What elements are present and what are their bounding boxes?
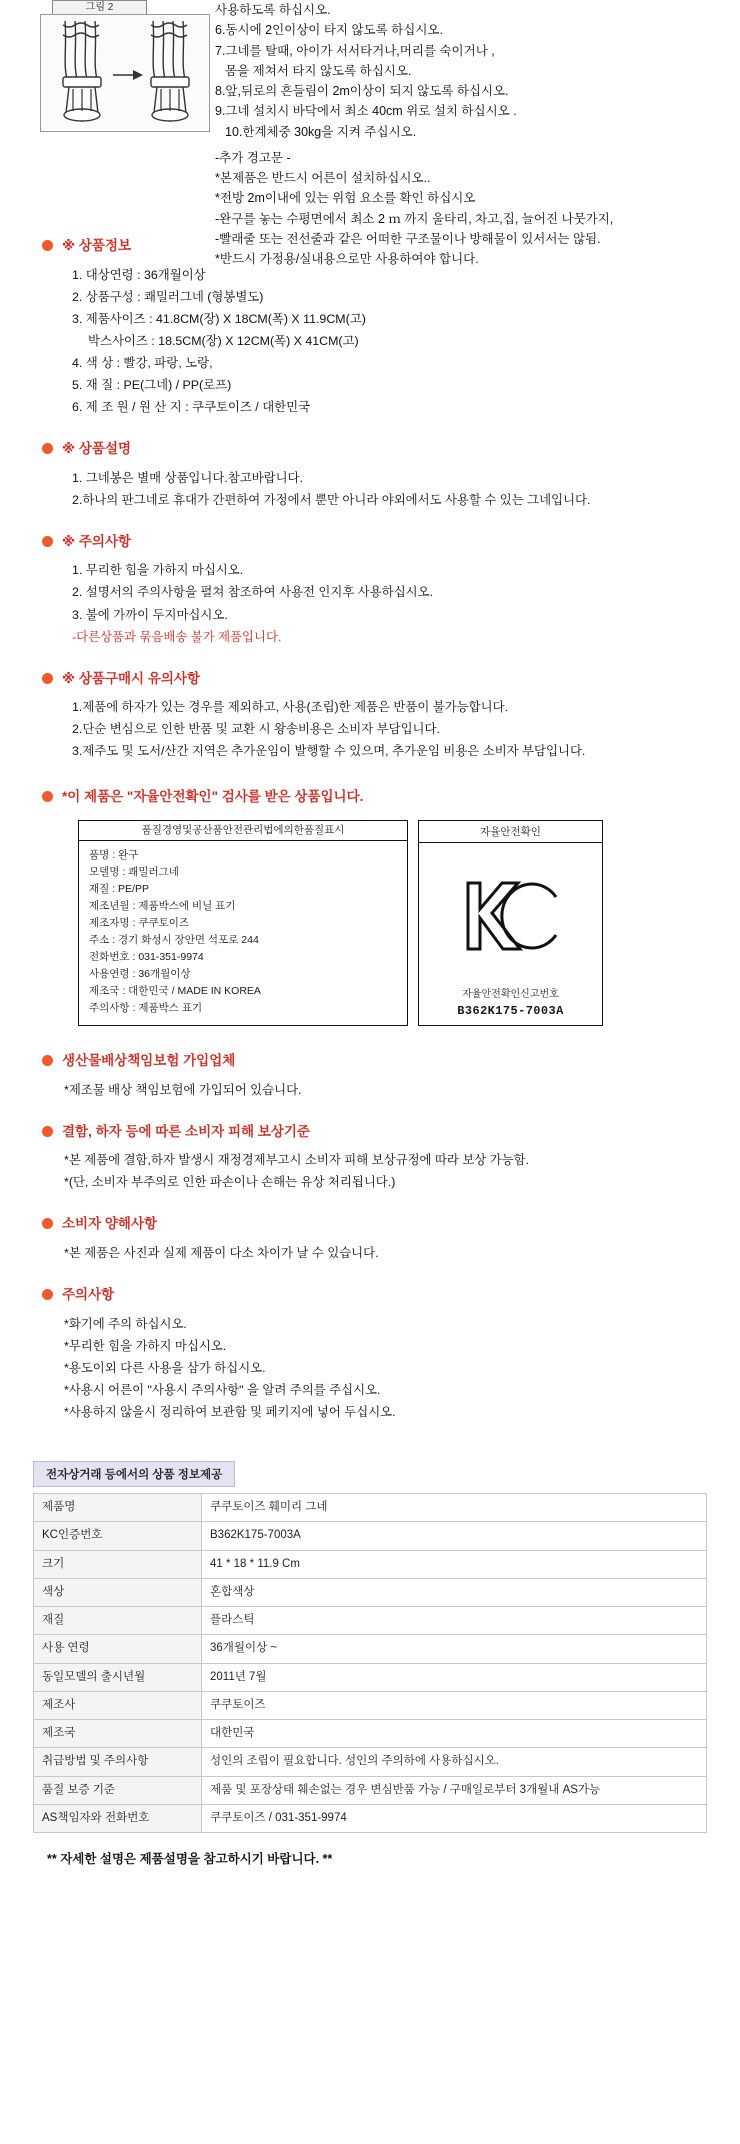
section-cautions [0,533,740,648]
table-row [34,1720,707,1748]
table-cell-key: AS책임자와 전화번호 [34,1804,202,1832]
section-heading [62,533,710,551]
kc-mark-panel [418,820,603,1026]
bullet-icon [42,1126,53,1137]
list-item: 6. 제 조 원 / 원 산 지 : 쿠쿠토이즈 / 대한민국 [72,400,311,415]
illustration-frame [40,14,210,132]
table-row [34,1748,707,1776]
section-consumer-notice [0,1215,740,1264]
product-info-table [33,1493,707,1833]
table-cell-key: 재질 [34,1607,202,1635]
section-heading [62,1215,710,1233]
section-title: ※ 상품구매시 유의사항 [62,670,200,686]
quality-row: 모델명 : 쾌밀러그네 [89,866,179,879]
bullet-icon [42,1055,53,1066]
top-line: 8.앞,뒤로의 흔들림이 2m이상이 되지 않도록 하십시오. [215,84,509,98]
list-item: 5. 재 질 : PE(그네) / PP(로프) [72,377,232,392]
table-cell-value: 쿠쿠토이즈 [202,1691,707,1719]
section-heading [62,1286,710,1304]
table-row [34,1522,707,1550]
section-liability-insurance [0,1052,740,1101]
quality-label-panel [78,820,408,1026]
bullet-icon [42,673,53,684]
table-cell-value: 플라스틱 [202,1607,707,1635]
kc-number-area [419,987,602,1025]
section-heading [62,1052,710,1070]
kc-logo-icon [458,877,564,955]
kc-number-value: B362K175-7003A [457,1004,564,1019]
section-heading [62,670,710,688]
kc-headline: *이 제품은 "자율안전확인" 검사를 받은 상품입니다. [62,789,364,805]
section-body [62,559,710,647]
table-cell-value: 쿠쿠토이즈 훼미리 그네 [202,1494,707,1522]
section-title: 주의사항 [62,1287,115,1303]
section-kc-certification [0,788,740,806]
section-body [62,1079,710,1101]
bullet-icon [42,1218,53,1229]
list-item: -다른상품과 묶음배송 불가 제품입니다. [72,629,282,644]
table-cell-key: 사용 연령 [34,1635,202,1663]
table-row [34,1691,707,1719]
quality-row: 사용연령 : 36개월이상 [89,968,191,981]
section-body [62,1149,710,1193]
table-cell-value: B362K175-7003A [202,1522,707,1550]
section-purchase-notes [0,670,740,763]
quality-label-title: 품질경영및공산품안전관리법에의한품질표시 [79,821,407,841]
quality-row: 제조자명 : 쿠쿠토이즈 [89,917,190,930]
table-row [34,1578,707,1606]
kc-panel-title: 자율안전확인 [419,821,602,843]
section-title: ※ 상품설명 [62,441,132,457]
section-title: ※ 주의사항 [62,533,132,549]
list-item: 1.제품에 하자가 있는 경우를 제외하고, 사용(조립)한 제품은 반품이 불가능합니다. [72,700,509,715]
bullet-icon [42,791,53,802]
section-body [62,1313,710,1423]
section-heading [62,788,710,806]
list-item: *무리한 힘을 가하지 마십시오. [64,1338,227,1353]
kc-number-label: 자율안전확인신고번호 [462,989,559,1001]
table-cell-value: 41 * 18 * 11.9 Cm [202,1550,707,1578]
table-cell-key: 색상 [34,1578,202,1606]
section-product-description [0,440,740,511]
top-line: 9.그네 설치시 바닥에서 최소 40cm 위로 설치 하십시오 . [215,104,517,119]
table-title: 전자상거래 등에서의 상품 정보제공 [33,1461,235,1487]
list-item: 4. 색 상 : 빨강, 파랑, 노랑, [72,355,213,370]
section-body [62,1242,710,1264]
list-item: 1. 무리한 힘을 가하지 마십시오. [72,563,244,578]
section-body [62,264,710,419]
bullet-icon [42,443,53,454]
table-row [34,1776,707,1804]
top-line: 7.그네를 탈때, 아이가 서서타거나,머리를 숙이거나 , [215,43,495,58]
quality-row: 주의사항 : 제품박스 표기 [89,1002,203,1015]
list-item: 2. 상품구성 : 쾌밀러그네 (형봉별도) [72,289,264,304]
table-row [34,1494,707,1522]
top-line: 6.동시에 2인이상이 타지 않도록 하십시오. [215,23,443,38]
quality-row: 제조년월 : 제품박스에 비닐 표기 [89,900,236,913]
table-row [34,1607,707,1635]
list-item: *제조물 배상 책임보험에 가입되어 있습니다. [64,1082,302,1097]
certification-panels [78,820,658,1026]
section-cautions-final [0,1286,740,1423]
quality-row: 재질 : PE/PP [89,883,149,896]
swing-diagram-icon [41,15,209,131]
list-item: 3.제주도 및 도서/산간 지역은 추가운임이 발행할 수 있으며, 추가운임 비용은 소비자 부담입니다. [72,744,586,759]
top-line: -빨래줄 또는 전선줄과 같은 어떠한 구조물이나 방해물이 있서서는 않됨. [215,231,601,246]
list-item: *본 제품에 결함,하자 발생시 재정경제부고시 소비자 피해 보상규정에 따라 보상 가능함. [64,1153,530,1168]
table-cell-key: 제조사 [34,1691,202,1719]
section-product-info [0,237,740,418]
table-cell-key: 제품명 [34,1494,202,1522]
list-item: *사용시 어른이 "사용시 주의사항" 을 알려 주의를 주십시오. [64,1382,381,1397]
list-item: 2. 설명서의 주의사항을 펼쳐 참조하여 사용전 인지후 사용하십시오. [72,585,434,600]
bullet-icon [42,1289,53,1300]
section-heading [62,1123,710,1141]
section-heading [62,237,710,255]
table-cell-value: 혼합색상 [202,1578,707,1606]
top-line: 몸을 제쳐서 타지 않도록 하십시오. [225,63,412,78]
list-item: 1. 대상연령 : 36개월이상 [72,267,206,282]
list-item: 2.하나의 판그네로 휴대가 간편하여 가정에서 뿐만 아니라 야외에서도 사용할 수 있는 그네입니다. [72,492,591,507]
top-warning-text [215,0,720,269]
list-item: *용도이외 다른 사용을 삼가 하십시오. [64,1360,266,1375]
closing-note: ** 자세한 설명은 제품설명을 참고하시기 바랍니다. ** [47,1852,333,1866]
quality-row: 품명 : 완구 [89,849,139,862]
ecommerce-info-table-block [33,1461,707,1867]
table-row [34,1635,707,1663]
quality-row: 전화번호 : 031-351-9974 [89,951,204,964]
illustration-caption: 그림 2 [52,0,147,14]
top-line: *반드시 가정용/실내용으로만 사용하여야 합니다. [215,252,479,266]
section-title: 소비자 양해사항 [62,1216,158,1232]
section-defect-compensation [0,1123,740,1194]
top-line: 사용하도록 하십시오. [215,3,331,17]
top-line: *전방 2m이내에 있는 위험 요소를 확인 하십시오 [215,191,476,206]
section-body [62,696,710,762]
section-title: ※ 상품정보 [62,238,132,253]
bullet-icon [42,536,53,547]
list-item: *사용하지 않을시 정리하여 보관함 및 페키지에 넣어 두십시오. [64,1404,396,1419]
table-cell-value: 36개월이상 ~ [202,1635,707,1663]
quality-row: 주소 : 경기 화성시 장안면 석포로 244 [89,934,259,947]
quality-label-body [79,841,407,1025]
table-cell-key: 동일모델의 출시년월 [34,1663,202,1691]
top-line: -완구를 놓는 수평면에서 최소 2 ｍ 까지 울타리, 차고,집, 늘어진 나뭇가지, [215,211,614,226]
bullet-icon [42,240,53,251]
table-cell-value: 대한민국 [202,1720,707,1748]
table-cell-key: 크기 [34,1550,202,1578]
list-item: 박스사이즈 : 18.5CM(장) X 12CM(폭) X 41CM(고) [88,333,359,348]
table-row [34,1550,707,1578]
table-cell-value: 성인의 조립이 필요합니다. 성인의 주의하에 사용하십시오. [202,1748,707,1776]
quality-row: 제조국 : 대한민국 / MADE IN KOREA [89,985,261,998]
top-line: *본제품은 반드시 어른이 설치하십시오.. [215,171,431,185]
table-cell-value: 2011년 7월 [202,1663,707,1691]
table-row [34,1663,707,1691]
section-body [62,467,710,511]
table-cell-key: 품질 보증 기준 [34,1776,202,1804]
table-cell-value: 제품 및 포장상태 훼손없는 경우 변심반품 가능 / 구매일로부터 3개월내 AS가능 [202,1776,707,1804]
list-item: 3. 제품사이즈 : 41.8CM(장) X 18CM(폭) X 11.9CM(고) [72,311,366,326]
table-cell-key: KC인증번호 [34,1522,202,1550]
table-cell-key: 취급방법 및 주의사항 [34,1748,202,1776]
list-item: 1. 그네봉은 별매 상품입니다.참고바랍니다. [72,470,304,485]
section-heading [62,440,710,458]
section-title: 결함, 하자 등에 따른 소비자 피해 보상기준 [62,1123,310,1139]
list-item: *화기에 주의 하십시오. [64,1316,187,1331]
list-item: 2.단순 변심으로 인한 반품 및 교환 시 왕송비용은 소비자 부담입니다. [72,722,440,737]
list-item: *본 제품은 사진과 실제 제품이 다소 차이가 날 수 있습니다. [64,1245,379,1260]
kc-mark-area [419,843,602,987]
section-title: 생산물배상책임보험 가입업체 [62,1053,236,1069]
illustration-figure [40,0,210,132]
table-cell-value: 쿠쿠토이즈 / 031-351-9974 [202,1804,707,1832]
top-line: 10.한계체중 30kg을 지켜 주십시오. [225,124,417,139]
list-item: 3. 불에 가까이 두지마십시오. [72,607,228,622]
table-cell-key: 제조국 [34,1720,202,1748]
table-row [34,1804,707,1832]
list-item: *(단, 소비자 부주의로 인한 파손이나 손해는 유상 처리됩니다.) [64,1175,396,1190]
top-line: -추가 경고문 - [215,150,291,165]
